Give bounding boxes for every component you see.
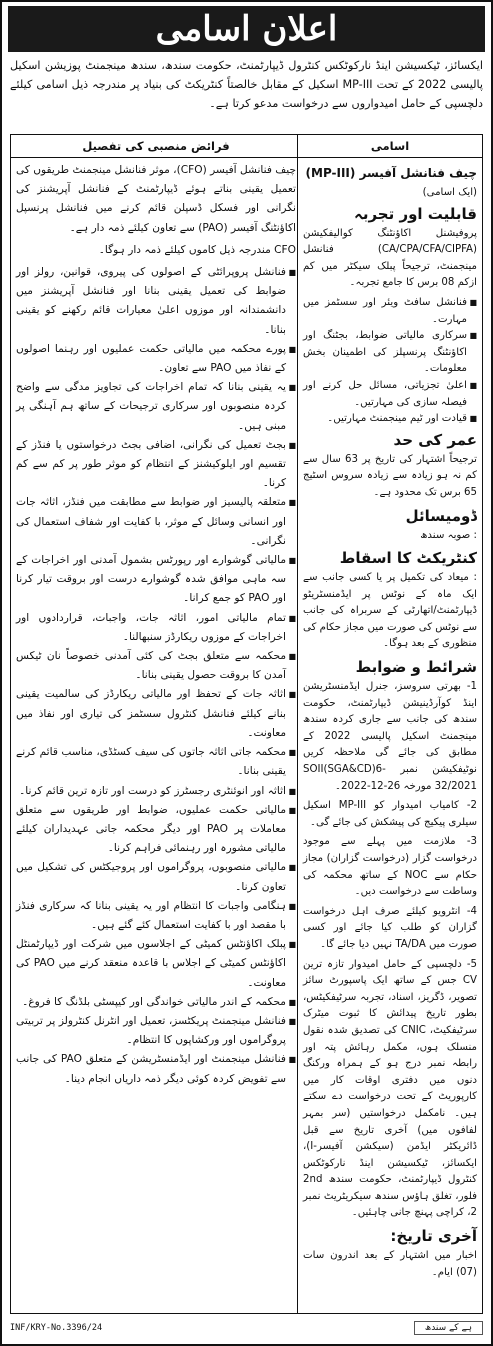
post-column (297, 135, 482, 1313)
post-count: (ایک اسامی) (422, 187, 477, 198)
term-item: 5- دلچسپی کے حامل امیدوار تازہ ترین CV جس کے ساتھ ایک پاسپورٹ سائز تصویر، ڈگریز، اسناد، تجربہ سرٹیفکیٹس، بطور تاریخ پیدائش کا ثبوت میٹرک سرٹیفکیٹ، CNIC کی تصدیق شدہ نقول منسلک ہوں، مکمل رہائش پتہ اور رابطہ نمبر درج ہو کے ہمراہ ورکنگ دنوں میں دفتری اوقات کار میں کارپوریٹ کے تحت درخواست دے سکتے ہیں۔ نامکمل درخواستیں (سر بمہر لفافوں میں) آخری تاریخ سے قبل ڈائریکٹر ایڈمن (سیکشن آفیسر-I)، ایکسائز، ٹیکسیشن اینڈ نارکوٹکس کنٹرول ڈیپارٹمنٹ، حکومت سندھ 2nd فلور، تغلق ہاؤس سندھ سیکریٹریٹ نمبر 2، کراچی پہنچ جانی چاہئیں۔ (303, 958, 477, 1219)
duty-item: ■ متعلقہ پالیسیز اور ضوابط سے مطابقت میں فنڈز، اثاثہ جات اور انسانی وسائل کے موثر، با کفایت اور شفاف استعمال کی نگرانی۔ (16, 493, 296, 551)
domicile-text: : صوبہ سندھ (420, 529, 477, 541)
duty-item: ■ مالیاتی منصوبوں، پروگراموں اور پروجیکٹس کی تشکیل میں تعاون کرنا۔ (16, 858, 296, 896)
skill-item: ■ سرکاری مالیاتی ضوابط، بجٹنگ اور اکاؤنٹنگ پرنسپلز کی اطمینان بخش معلومات۔ (303, 328, 477, 378)
duty-item: ■ محکمہ جاتی اثاثہ جاتوں کی سیف کسٹڈی، مناسب قائم کرنے یقینی بنانا۔ (16, 743, 296, 781)
duty-item: ■ یہ یقینی بنانا کہ تمام اخراجات کی تجاویز مدگی سے واضح کردہ منصوبوں اور سرکاری ترجیحات کے ساتھ ہم آہنگی پر مبنی ہیں۔ (16, 378, 296, 436)
posts-table (10, 134, 483, 1314)
duty-item: ■ ہنگامی واجبات کا انتظام اور یہ یقینی بنانا کہ سرکاری فنڈز با مقصد اور با کفایت استعمال کئے گئے ہیں۔ (16, 897, 296, 935)
skill-item: ■ فنانشل سافٹ ویئر اور سسٹمز میں مہارت۔ (303, 295, 477, 328)
qualification-text: پروفیشنل اکاؤنٹنگ کوالیفکیشن (CA/CPA/CFA/CIPFA) فنانشل مینجمنٹ، ترجیحاً پبلک سیکٹر میں کم ازکم 08 برس کا جامع تجربہ۔ (303, 227, 477, 289)
duty-item: ■ اثاثہ اور انوئنٹری رجسٹرز کو درست اور تازہ ترین قائم کرنا۔ (16, 782, 296, 801)
duties-column-header: فرائض منصبی کی تفصیل (11, 135, 301, 158)
reference-number: INF/KRY-No.3396/24 (10, 1323, 103, 1333)
duty-item: ■ تمام مالیاتی امور، اثاثہ جات، واجبات، قراردادوں اور اخراجات کے موزوں ریکارڈز سنبھالنا۔ (16, 609, 296, 647)
age-text: ترجیحاً اشتہار کی تاریخ پر 63 سال سے کم نہ ہو زیادہ سے زیادہ سروس اسٹیج 65 برس تک محدود ہے۔ (303, 453, 477, 498)
duties-list (11, 158, 301, 1092)
term-item: 3- ملازمت میں پہلے سے موجود درخواست گزار (درخواست گزاران) مجاز حکام سے NOC کے ساتھ محکمہ کی وساطت سے درخواست دیں۔ (303, 836, 477, 898)
duty-item: ■ مالیاتی حکمت عملیوں، ضوابط اور طریقوں سے متعلق معاملات پر PAO اور دیگر محکمہ جاتی عہدیداران کیلئے مالیاتی مشورہ اور رہنمائی فراہم کرنا۔ (16, 801, 296, 859)
duty-intro: CFO مندرجہ ذیل کاموں کیلئے ذمہ دار ہوگا۔ (98, 243, 296, 256)
terms-heading: شرائط و ضوابط (355, 658, 477, 677)
duty-item: ■ پبلک اکاؤنٹس کمیٹی کے اجلاسوں میں شرکت اور ڈیپارٹمنٹل اکاؤنٹس کمیٹی کے اجلاس با قاعدہ منعقد کرنے میں PAO کی معاونت۔ (16, 935, 296, 993)
deadline-text: اخبار میں اشتہار کے بعد اندرون سات (07) ایام۔ (303, 1250, 477, 1278)
duty-item: ■ بجٹ تعمیل کی نگرانی، اضافی بجٹ درخواستوں یا فنڈز کے تقسیم اور ایلوکیشنز کے انتظام کو موثر طور پر کم سے کم کرنا۔ (16, 436, 296, 494)
post-details (298, 158, 482, 1287)
skill-item: ■ اعلیٰ تجزیاتی، مسائل حل کرنے اور فیصلہ سازی کی مہارتیں۔ (303, 378, 477, 411)
contract-heading: کنٹریکٹ کا اسقاط (339, 549, 477, 568)
term-item: 1- بھرتی سروسز، جنرل ایڈمنسٹریشن اینڈ کوآرڈینیشن ڈیپارٹمنٹ، حکومت سندھ کی جانب سے جاری کردہ سندھ مینجمنٹ اسکیل پالیسی 2022 کے مطابق کی جائے گی ملاحظہ کریں نوٹیفکیشن نمبر SOII(SGA&CD)6-32/2021 مورخہ 26-12-2022۔ (303, 681, 478, 792)
duty-item: ■ پورے محکمہ میں مالیاتی حکمت عملیوں اور رہنما اصولوں کے نفاذ میں PAO سے تعاون۔ (16, 340, 296, 378)
deadline-heading: آخری تاریخ: (390, 1227, 477, 1246)
intro-paragraph: ایکسائز، ٹیکسیشن اینڈ نارکوٹکس کنٹرول ڈیپارٹمنٹ، حکومت سندھ، سندھ مینجمنٹ پوزیشن اسکیل پالیسی 2022 کے تحت MP-III اسکیل کے مقابل خالصتاً کنٹریکٹ کی بنیاد پر مندرجہ ذیل اسامی کیلئے دلچسپی کے حامل امیدواروں سے درخواست مدعو کرتا ہے۔ (10, 59, 483, 110)
duties-column (11, 135, 301, 1313)
duty-item: ■ اثاثہ جات کے تحفظ اور مالیاتی ریکارڈز کی سالمیت یقینی بنانے کیلئے فنانشل کنٹرول سسٹمز کی تیاری اور نفاذ میں معاونت۔ (16, 685, 296, 743)
post-column-header: اسامی (298, 135, 482, 158)
footer (10, 1316, 483, 1340)
duty-item: ■ فنانشل مینجمنٹ اور ایڈمنسٹریشن کے متعلق PAO کی جانب سے تفویض کردہ کوئی دیگر ذمہ داریاں انجام دینا۔ (16, 1050, 296, 1088)
term-item: 2- کامیاب امیدوار کو MP-III اسکیل سیلری پیکیج کی پیشکش کی جائے گی۔ (303, 800, 477, 828)
qualification-heading: قابلیت اور تجربہ (354, 204, 477, 223)
domicile-heading: ڈومیسائل (405, 506, 477, 525)
duty-intro: چیف فنانشل آفیسر (CFO)، موثر فنانشل مینجمنٹ طریقوں کی تعمیل یقینی بناتے ہوئے ڈیپارٹمنٹ کے فنانشل آپریشنز کی نگرانی اور فسکل ڈسپلن قائم کرنے میں فنانشل پرنسپل اکاؤنٹنگ آفیسر (PAO) سے تعاون کیلئے ذمہ دار ہے۔ (16, 164, 296, 234)
post-title: چیف فنانشل آفیسر (MP-III) (305, 166, 477, 180)
age-heading: عمر کی حد (393, 430, 477, 449)
contract-text: : میعاد کی تکمیل پر یا کسی جانب سے ایک ماہ کے نوٹس پر ایڈمنسٹریٹو ڈیپارٹمنٹ/اتھارٹی کے سربراہ کی جانب سے نوٹس کی صورت میں مجاز حکام کی منظوری کے بعد ہوگا۔ (303, 572, 477, 650)
duty-item: ■ فنانشل پروپرائٹی کے اصولوں کی پیروی، قوانین، رولز اور ضوابط کی تعمیل یقینی بنانا اور فنانشل آپریشنز میں دانشمندانہ اور موزوں اعلیٰ معیارات قائم رکھنے کو یقینی بنانا۔ (16, 263, 296, 340)
duty-item: ■ محکمہ سے متعلق بجٹ کی کئی آمدنی خصوصاً نان ٹیکس آمدن کا بروقت حصول یقینی بنانا۔ (16, 647, 296, 685)
page-title: اعلان اسامی (8, 6, 485, 52)
publisher-stamp: ہے کے سندھ (414, 1321, 483, 1335)
duty-item: ■ محکمہ کے اندر مالیاتی خواندگی اور کیپسٹی بلڈنگ کا فروغ۔ (16, 993, 296, 1012)
skill-item: ■ قیادت اور ٹیم مینجمنٹ مہارتیں۔ (303, 411, 477, 428)
duty-item: ■ فنانشل مینجمنٹ پریکٹسز، تعمیل اور انٹرنل کنٹرولز پر تربیتی پروگراموں اور ورکشاپوں کا انتظام۔ (16, 1012, 296, 1050)
term-item: 4- انٹرویو کیلئے صرف اہل درخواست گزاران کو طلب کیا جائے اور کسی صورت میں TA/DA نہیں دیا جائے گا۔ (303, 905, 477, 950)
duty-item: ■ مالیاتی گوشوارے اور رپورٹس بشمول آمدنی اور اخراجات کے سہ ماہی موافق شدہ گوشوارے درست اور بروقت تیار کرنا اور PAO کو جمع کرانا۔ (16, 551, 296, 609)
